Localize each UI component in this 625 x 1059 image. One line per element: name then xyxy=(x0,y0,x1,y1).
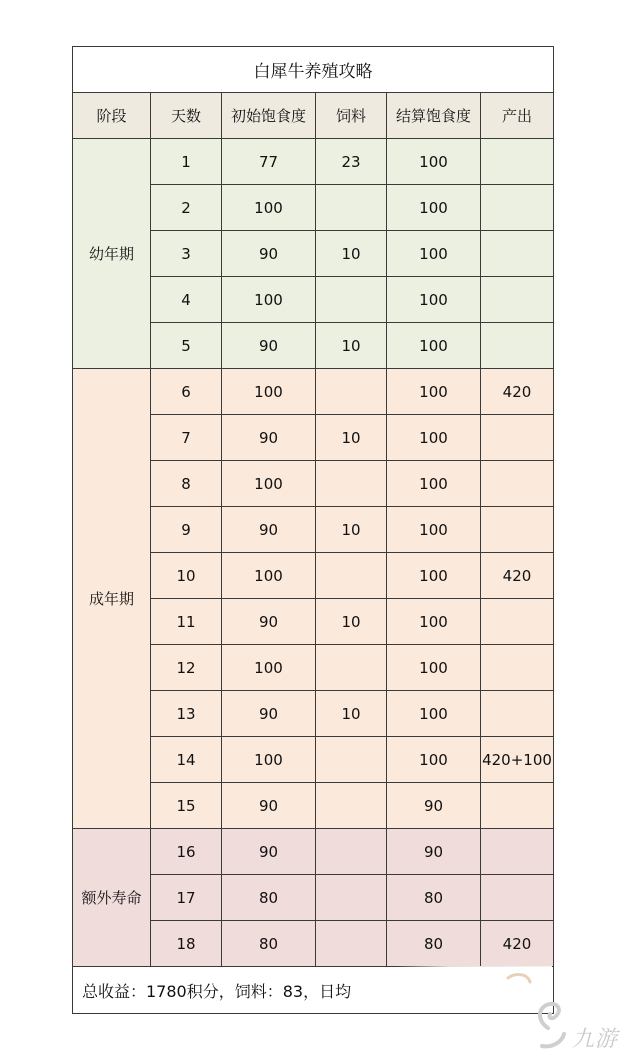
cell-feed: 10 xyxy=(316,231,387,277)
cell-initial-satiety: 100 xyxy=(222,645,316,691)
cell-output: 420 xyxy=(481,553,554,599)
cell-feed: 10 xyxy=(316,691,387,737)
cell-initial-satiety: 100 xyxy=(222,369,316,415)
cell-final-satiety: 90 xyxy=(387,829,481,875)
cultivation-guide-table xyxy=(72,46,554,1014)
header-final-satiety: 结算饱食度 xyxy=(387,93,481,139)
summary-row xyxy=(73,967,554,1014)
cell-feed: 10 xyxy=(316,507,387,553)
watermark-text: 九游 xyxy=(572,1027,619,1052)
cell-day: 4 xyxy=(151,277,222,323)
cell-day: 11 xyxy=(151,599,222,645)
cell-final-satiety: 100 xyxy=(387,553,481,599)
cell-initial-satiety: 90 xyxy=(222,691,316,737)
cell-initial-satiety: 100 xyxy=(222,737,316,783)
cell-day: 17 xyxy=(151,875,222,921)
cell-final-satiety: 100 xyxy=(387,231,481,277)
cell-day: 6 xyxy=(151,369,222,415)
cell-initial-satiety: 100 xyxy=(222,553,316,599)
cell-day: 14 xyxy=(151,737,222,783)
cell-feed: 10 xyxy=(316,415,387,461)
table-row xyxy=(73,139,554,185)
cell-final-satiety: 100 xyxy=(387,323,481,369)
cell-final-satiety: 90 xyxy=(387,783,481,829)
cell-feed xyxy=(316,737,387,783)
cell-initial-satiety: 90 xyxy=(222,507,316,553)
stage-label: 幼年期 xyxy=(73,139,151,369)
cell-day: 1 xyxy=(151,139,222,185)
cell-initial-satiety: 90 xyxy=(222,829,316,875)
cell-feed xyxy=(316,461,387,507)
cell-output xyxy=(481,875,554,921)
cell-final-satiety: 100 xyxy=(387,599,481,645)
cell-feed xyxy=(316,921,387,967)
cell-feed xyxy=(316,277,387,323)
header-initial-satiety: 初始饱食度 xyxy=(222,93,316,139)
cell-day: 13 xyxy=(151,691,222,737)
cell-final-satiety: 100 xyxy=(387,737,481,783)
cell-day: 10 xyxy=(151,553,222,599)
cell-feed xyxy=(316,185,387,231)
cell-output xyxy=(481,277,554,323)
cell-output xyxy=(481,829,554,875)
cell-initial-satiety: 90 xyxy=(222,783,316,829)
cell-output xyxy=(481,783,554,829)
cell-initial-satiety: 100 xyxy=(222,277,316,323)
stage-label: 额外寿命 xyxy=(73,829,151,967)
cell-final-satiety: 100 xyxy=(387,277,481,323)
cell-day: 5 xyxy=(151,323,222,369)
cell-final-satiety: 100 xyxy=(387,507,481,553)
cell-output xyxy=(481,415,554,461)
cell-feed xyxy=(316,875,387,921)
cell-day: 16 xyxy=(151,829,222,875)
cell-final-satiety: 100 xyxy=(387,461,481,507)
header-row xyxy=(73,93,554,139)
cell-initial-satiety: 100 xyxy=(222,461,316,507)
cell-day: 15 xyxy=(151,783,222,829)
cell-output xyxy=(481,691,554,737)
table-body xyxy=(73,139,554,967)
cell-feed xyxy=(316,645,387,691)
cell-feed: 23 xyxy=(316,139,387,185)
cell-output xyxy=(481,645,554,691)
cell-output xyxy=(481,231,554,277)
header-feed: 饲料 xyxy=(316,93,387,139)
cell-initial-satiety: 90 xyxy=(222,415,316,461)
cell-day: 3 xyxy=(151,231,222,277)
summary-text: 总收益：1780积分，饲料：83，日均 xyxy=(73,967,554,1014)
cell-output: 420+100 xyxy=(481,737,554,783)
cell-feed xyxy=(316,783,387,829)
cell-final-satiety: 100 xyxy=(387,185,481,231)
cell-output xyxy=(481,599,554,645)
cell-initial-satiety: 100 xyxy=(222,185,316,231)
table-row xyxy=(73,369,554,415)
cell-output xyxy=(481,507,554,553)
cell-feed: 10 xyxy=(316,599,387,645)
table-row xyxy=(73,829,554,875)
cell-initial-satiety: 90 xyxy=(222,231,316,277)
cell-output xyxy=(481,139,554,185)
cell-output xyxy=(481,461,554,507)
cell-feed xyxy=(316,829,387,875)
cell-final-satiety: 80 xyxy=(387,921,481,967)
cell-day: 18 xyxy=(151,921,222,967)
table-title: 白犀牛养殖攻略 xyxy=(73,47,554,93)
cell-day: 12 xyxy=(151,645,222,691)
cell-final-satiety: 100 xyxy=(387,645,481,691)
cell-final-satiety: 100 xyxy=(387,139,481,185)
cell-day: 2 xyxy=(151,185,222,231)
cell-output xyxy=(481,185,554,231)
cell-initial-satiety: 90 xyxy=(222,323,316,369)
cell-initial-satiety: 80 xyxy=(222,875,316,921)
cell-feed: 10 xyxy=(316,323,387,369)
header-output: 产出 xyxy=(481,93,554,139)
cell-day: 8 xyxy=(151,461,222,507)
cell-output xyxy=(481,323,554,369)
cell-initial-satiety: 90 xyxy=(222,599,316,645)
cell-output: 420 xyxy=(481,921,554,967)
cell-initial-satiety: 80 xyxy=(222,921,316,967)
cell-feed xyxy=(316,369,387,415)
header-stage: 阶段 xyxy=(73,93,151,139)
cell-feed xyxy=(316,553,387,599)
cell-final-satiety: 100 xyxy=(387,691,481,737)
cell-day: 9 xyxy=(151,507,222,553)
cell-initial-satiety: 77 xyxy=(222,139,316,185)
header-day: 天数 xyxy=(151,93,222,139)
cell-final-satiety: 80 xyxy=(387,875,481,921)
cell-final-satiety: 100 xyxy=(387,369,481,415)
stage-label: 成年期 xyxy=(73,369,151,829)
cell-day: 7 xyxy=(151,415,222,461)
cell-output: 420 xyxy=(481,369,554,415)
cell-final-satiety: 100 xyxy=(387,415,481,461)
